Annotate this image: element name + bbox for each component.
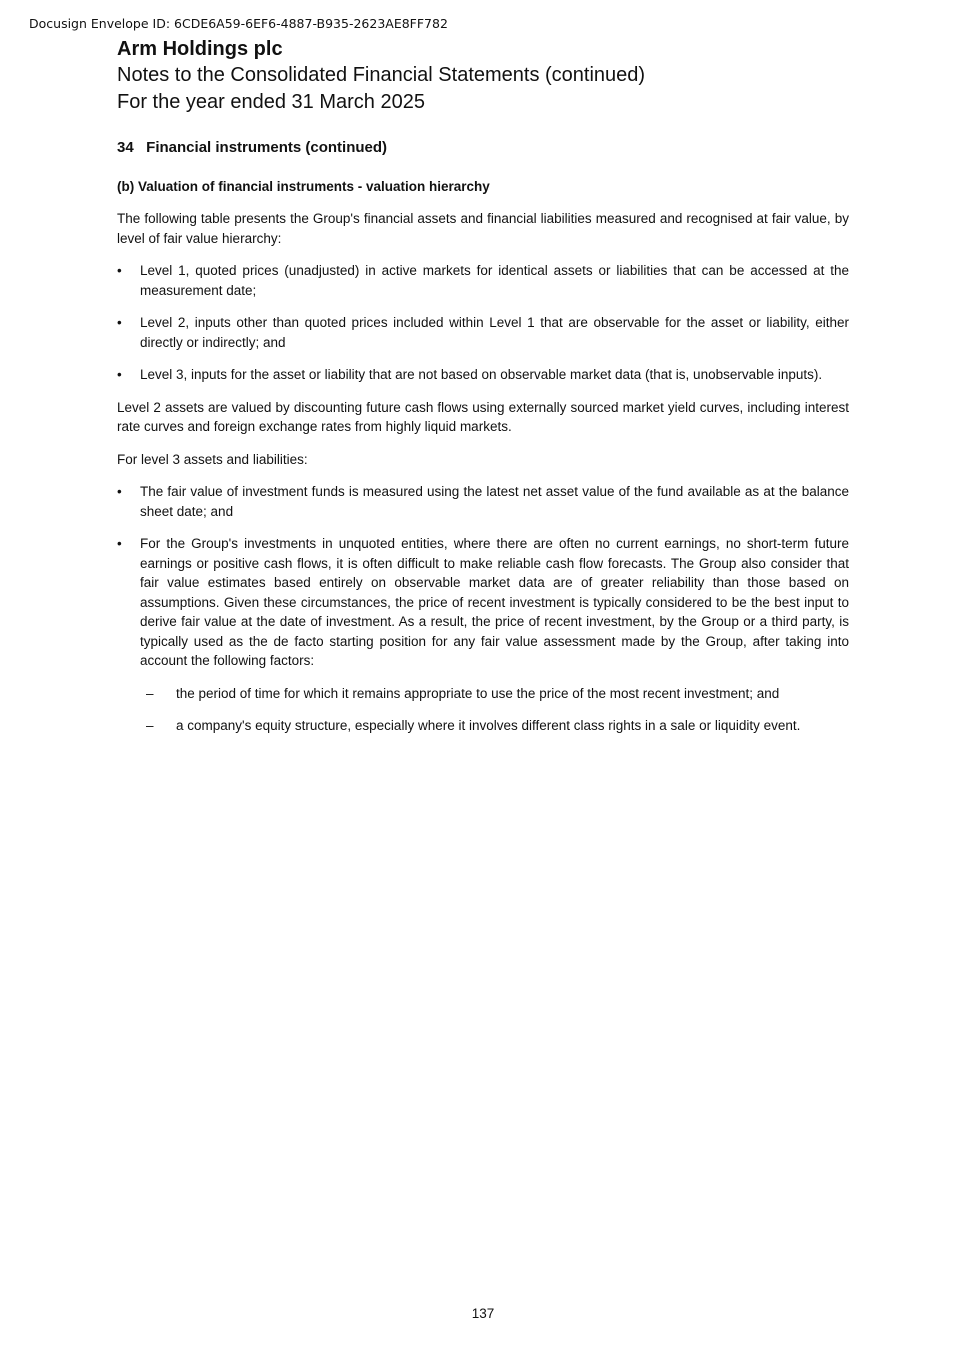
level-3-text: Level 3, inputs for the asset or liability that are not based on observable market data (that is, unobservable inputs). bbox=[140, 367, 823, 382]
document-subtitle: Notes to the Consolidated Financial Statements (continued) bbox=[117, 64, 646, 86]
level-2-text: Level 2, inputs other than quoted prices included within Level 1 that are observable for the asset or liability, either directly or indirectly; and bbox=[140, 315, 849, 350]
factor-period-text: the period of time for which it remains appropriate to use the price of the most recent investment; and bbox=[176, 685, 780, 701]
bullet-marker: • bbox=[117, 263, 122, 278]
list-item bbox=[117, 313, 849, 352]
intro-paragraph: The following table presents the Group's financial assets and financial liabilities measured and recognised at fair value, by level of fair value hierarchy: bbox=[117, 211, 849, 246]
unquoted-entities-text: For the Group's investments in unquoted entities, where there are often no current earnings, no short-term future earnings or positive cash flows, it is often difficult to make reliable cash flow forecasts. The Group also consider that fair value estimates based entirely on observable market data are of greater reliability than those based on assumptions. Given these circumstances, the price of recent investment is typically considered to be the best input to derive fair value at the date of investment. As a result, the price of recent investment, by the Group or a third party, is typically used as the de facto starting position for any fair value assessment made by the Group, after taking into account the following factors: bbox=[140, 536, 849, 668]
docusign-envelope-id: Docusign Envelope ID: 6CDE6A59-6EF6-4887-B935-2623AE8FF782 bbox=[29, 16, 448, 31]
list-item bbox=[117, 716, 849, 736]
bullet-marker: • bbox=[117, 315, 122, 330]
list-item bbox=[117, 482, 849, 521]
list-item bbox=[117, 365, 849, 385]
level-3-points-list bbox=[117, 482, 849, 736]
company-name: Arm Holdings plc bbox=[117, 38, 283, 60]
bullet-marker: • bbox=[117, 484, 122, 499]
list-item bbox=[117, 534, 849, 736]
factor-equity-structure-text: a company's equity structure, especially where it involves different class rights in a sale or liquidity event. bbox=[176, 718, 801, 733]
level-2-valuation-paragraph: Level 2 assets are valued by discounting future cash flows using externally sourced market yield curves, including interest rate curves and foreign exchange rates from highly liquid markets. bbox=[117, 399, 849, 434]
bullet-marker: • bbox=[117, 536, 122, 551]
investment-funds-text: The fair value of investment funds is measured using the latest net asset value of the fund available as at the balance sheet date; and bbox=[140, 484, 849, 519]
reporting-period: For the year ended 31 March 2025 bbox=[117, 91, 425, 113]
fair-value-levels-list bbox=[117, 261, 849, 385]
section-heading: 34 Financial instruments (continued) bbox=[117, 139, 388, 156]
level-3-intro: For level 3 assets and liabilities: bbox=[117, 451, 308, 467]
list-item bbox=[117, 684, 849, 704]
dash-marker: – bbox=[146, 718, 154, 733]
dash-marker: – bbox=[146, 685, 154, 701]
factors-list bbox=[117, 684, 849, 736]
bullet-marker: • bbox=[117, 367, 122, 382]
page-number: 137 bbox=[471, 1306, 495, 1321]
sub-heading: (b) Valuation of financial instruments - valuation hierarchy bbox=[117, 179, 490, 194]
level-1-text: Level 1, quoted prices (unadjusted) in active markets for identical assets or liabilities that can be accessed at the measurement date; bbox=[140, 263, 849, 298]
page-content bbox=[117, 36, 849, 736]
list-item bbox=[117, 261, 849, 300]
